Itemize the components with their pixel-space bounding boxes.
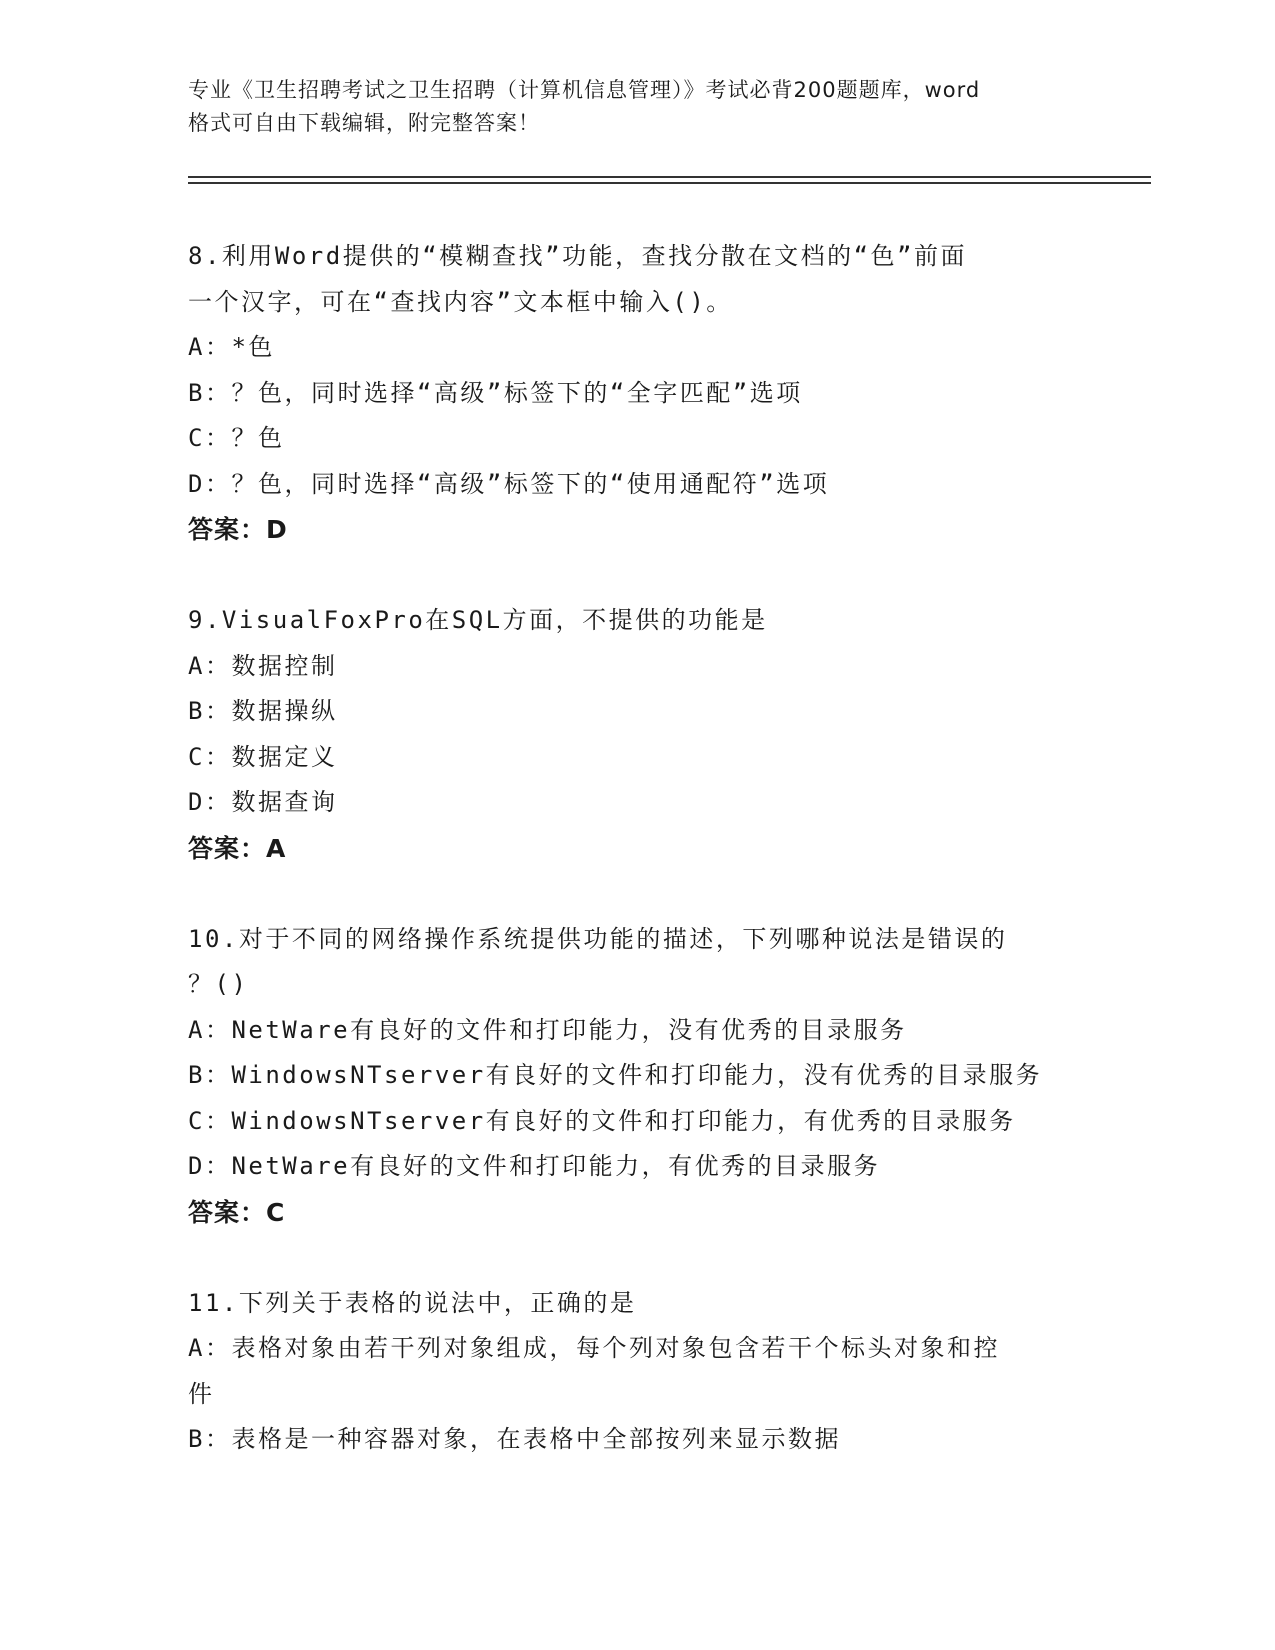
header-line-2: 格式可自由下载编辑，附完整答案！ xyxy=(188,111,540,135)
option-c: C：？色 xyxy=(188,424,285,452)
option-a: A：表格对象由若干列对象组成，每个列对象包含若干个标头对象和控 xyxy=(188,1334,1000,1362)
question-8 xyxy=(188,234,1088,553)
header-divider-bottom xyxy=(188,182,1151,184)
answer-line: 答案：A xyxy=(188,833,287,863)
question-stem-line: 一个汉字，可在“查找内容”文本框中输入()。 xyxy=(188,287,733,316)
answer-line: 答案：D xyxy=(188,515,288,544)
option-a: A：数据控制 xyxy=(188,651,338,680)
option-a: A：*色 xyxy=(188,333,275,361)
option-a-continued: 件 xyxy=(188,1379,215,1408)
question-list xyxy=(188,234,1088,1508)
option-c: C：数据定义 xyxy=(188,742,338,771)
question-10 xyxy=(188,917,1088,1236)
option-b: B：？色，同时选择“高级”标签下的“全字匹配”选项 xyxy=(188,378,803,407)
header-line-1: 专业《卫生招聘考试之卫生招聘（计算机信息管理）》考试必背200题题库，word xyxy=(188,78,981,102)
option-a: A：NetWare有良好的文件和打印能力，没有优秀的目录服务 xyxy=(188,1015,907,1044)
question-9 xyxy=(188,598,1088,871)
option-b: B：数据操纵 xyxy=(188,697,338,725)
question-stem-line: 10.对于不同的网络操作系统提供功能的描述，下列哪种说法是错误的 xyxy=(188,924,1008,953)
question-stem-line: 8.利用Word提供的“模糊查找”功能，查找分散在文档的“色”前面 xyxy=(188,242,967,270)
document-header xyxy=(188,74,1088,140)
option-d: D：数据查询 xyxy=(188,788,338,816)
question-stem-line: ？() xyxy=(188,970,249,998)
answer-line: 答案：C xyxy=(188,1197,286,1227)
header-divider-top xyxy=(188,176,1151,178)
option-b: B：WindowsNTserver有良好的文件和打印能力，没有优秀的目录服务 xyxy=(188,1061,1043,1089)
option-d: D：？色，同时选择“高级”标签下的“使用通配符”选项 xyxy=(188,469,830,498)
option-d: D：NetWare有良好的文件和打印能力，有优秀的目录服务 xyxy=(188,1152,881,1180)
question-11 xyxy=(188,1281,1088,1463)
question-stem-line: 9.VisualFoxPro在SQL方面，不提供的功能是 xyxy=(188,606,768,634)
question-stem-line: 11.下列关于表格的说法中，正确的是 xyxy=(188,1288,637,1317)
option-c: C：WindowsNTserver有良好的文件和打印能力，有优秀的目录服务 xyxy=(188,1106,1016,1135)
option-b: B：表格是一种容器对象，在表格中全部按列来显示数据 xyxy=(188,1425,841,1453)
